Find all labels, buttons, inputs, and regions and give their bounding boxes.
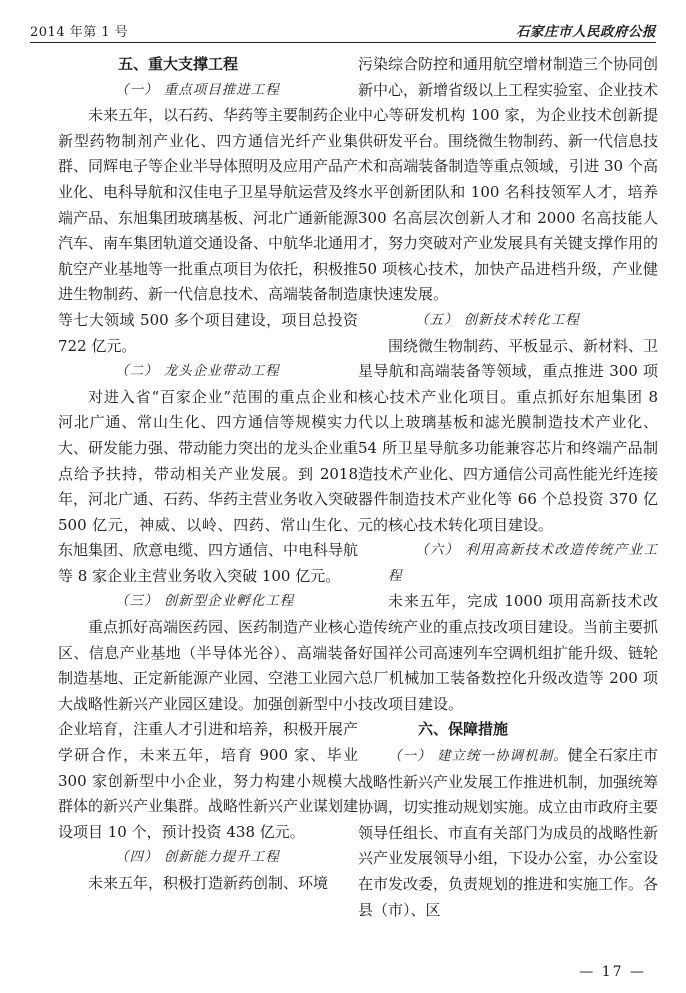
subheading-innovation-capacity: （四） 创新能力提升工程 <box>115 849 280 866</box>
paragraph-coordination <box>358 743 658 923</box>
paragraph-key-projects: 未来五年，以石药、华药等主要制药企业新型药物制剂产业化、四方通信光纤产业集群、同辉电子等企业半导体照明及应用产品产业化、电科导航和汉佳电子卫星导航运营及终端产品、东旭集团玻璃基板、河北广通新能源汽车、南车集团轨道交通设备、中航华北通用航空产业基地等一批重点项目为依托，积极推进生物制药、新一代信息技术、高端装备制造等七大领域 500 多个项目建设，项目总投资 722 亿元。 <box>58 106 359 355</box>
subheading-tech-transfer: （五） 创新技术转化工程 <box>415 311 580 328</box>
paragraph-incubation: 重点抓好高端医药园、医药制造产业核心区、信息产业基地（半导体光谷）、高端装备制造基地、正定新能源产业园、空港工业园六大战略性新兴产业园区建设。加强创新型中小企业培育，注重人才引进和培养，积极开展产学研合作，未来五年，培育 900 家、毕业 300 家创新型中小企业，努力构建小规模大群体的新兴产业集群。战略性新兴产业谋划建设项目 10 个，预计投资 438 亿元。 <box>58 618 359 841</box>
paragraph-innovation-capacity-start: 未来五年，积极打造新药创制、环境 <box>88 874 329 892</box>
subheading-incubation: （三） 创新型企业孵化工程 <box>115 593 295 610</box>
measure-heading-coordination: （一） 建立统一协调机制。 <box>388 748 568 765</box>
issue-label: 2014 年第 1 号 <box>30 25 129 40</box>
paragraph-tech-transfer: 围绕微生物制药、平板显示、新材料、卫星导航和高端装备等领域，重点推进 300 项核心技术产业化项目。重点抓好东旭集团 8 代以上玻璃基板和滤光膜制造技术产业化、54 所卫星导航多功能兼容芯片和终端产品制造技术产业化、四方通信公司高性能光纤连接器件制造技术产业化等 66 个总投资 370 亿元的核心技术转化项目建设。 <box>358 336 659 534</box>
subheading-traditional-upgrade: （六） 利用高新技术改造传统产业工程 <box>388 542 658 584</box>
header-rule <box>30 42 656 43</box>
paragraph-traditional-upgrade: 未来五年，完成 1000 项用高新技术改造传统产业的重点技改项目建设。当前主要抓好国祥公司高速列车空调机组扩能升级、链轮总厂机械加工装备数控化升级改造等 200 项技改项目建设。 <box>358 592 659 713</box>
section-heading-5: 五、重大支撑工程 <box>118 55 239 73</box>
section-heading-6: 六、保障措施 <box>418 720 509 739</box>
subheading-leading-enterprises: （二） 龙头企业带动工程 <box>115 363 280 380</box>
left-column <box>58 52 358 897</box>
page-number: — 17 — <box>579 964 646 980</box>
paragraph-innovation-capacity-cont: 污染综合防控和通用航空增材制造三个协同创新中心，新增省级以上工程实验室、企业技术中心等研发机构 100 家，为企业技术创新提供研发平台。围绕微生物制药、新一代信息技术和高端装备制造等重点领域，引进 30 个高水平创新团队和 100 名科技领军人才，培养 300 名高层次创新人才和 2000 名高技能人才，努力突破对产业发展具有关键支撑作用的 50 项核心技术，加快产品进档升级，产业健康快速发展。 <box>358 55 659 304</box>
measure-body-coordination: 健全石家庄市战略性新兴产业发展工作推进机制，加强统筹协调，切实推动规划实施。成立由市政府主要领导任组长、市直有关部门为成员的战略性新兴产业发展领导小组，下设办公室，办公室设在市发改委，负责规划的推进和实施工作。各县（市）、区 <box>358 746 659 919</box>
page-header <box>30 16 656 40</box>
journal-title: 石家庄市人民政府公报 <box>516 24 656 40</box>
paragraph-leading-enterprises: 对进入省“百家企业”范围的重点企业和河北广通、常山生化、四方通信等规模实力大、研发能力强、带动能力突出的龙头企业重点给予扶持，带动相关产业发展。到 2018 年，河北广通、石药、华药主营业务收入突破 500 亿元，神威、以岭、四药、常山生化、东旭集团、欣意电缆、四方通信、中电科导航等 8 家企业主营业务收入突破 100 亿元。 <box>58 387 359 585</box>
right-column <box>358 52 658 923</box>
subheading-key-projects: （一） 重点项目推进工程 <box>115 81 280 98</box>
